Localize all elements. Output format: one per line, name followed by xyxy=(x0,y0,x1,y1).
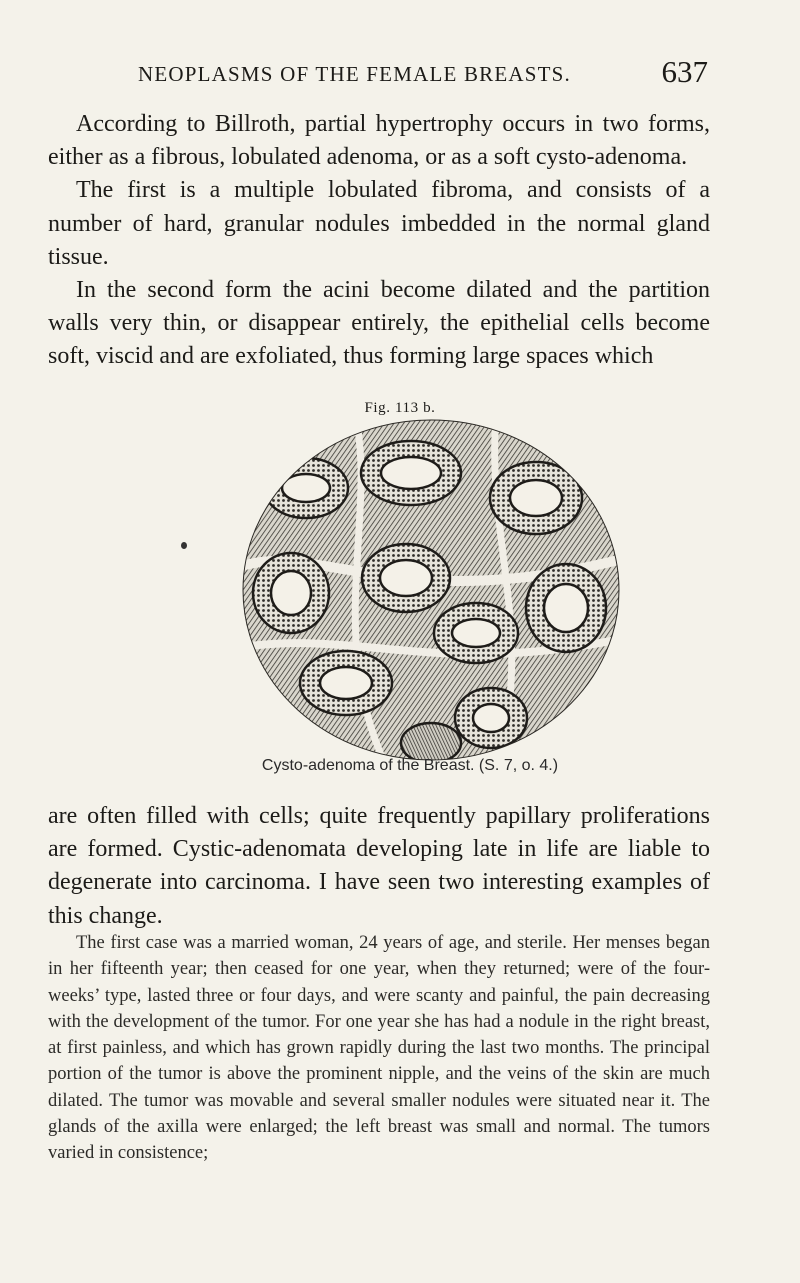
case-report xyxy=(48,930,710,1167)
paragraph: The first is a multiple lobulated fibroma, and consists of a number of hard, granular nodules imbedded in the normal gland tissue. xyxy=(48,177,710,270)
paragraph: In the second form the acini become dilated and the partition walls very thin, or disappear entirely, the epithelial cells become soft, viscid and are exfoliated, thus forming large spaces which xyxy=(48,277,710,370)
figure-label: Fig. 113 b. xyxy=(364,400,436,416)
paragraph-continued: are often filled with cells; quite frequently papillary proliferations are formed. Cystic-adenomata developing late in life are liable to degenerate into carcinoma. I have seen two interesting examples of this change. xyxy=(48,803,710,929)
running-head xyxy=(48,54,708,90)
text-block-top xyxy=(48,108,710,374)
text-block-middle xyxy=(48,800,710,933)
page-number: 637 xyxy=(661,54,708,89)
case-report-paragraph: The first case was a married woman, 24 years of age, and sterile. Her menses began in her fifteenth year; then ceased for one year, when they returned; were of the four-weeks’ type, lasted three or four days, and were scanty and painful, the pain decreasing with the development of the tumor. For one year she has had a nodule in the right breast, at first painless, and which has grown rapidly during the last two months. The principal portion of the tumor is above the prominent nipple, and the veins of the skin are much dilated. The tumor was movable and several smaller nodules were situated near it. The glands of the axilla were enlarged; the left breast was small and normal. The tumors varied in consistence; xyxy=(48,933,710,1164)
stray-ink-dot xyxy=(181,542,187,549)
histology-engraving-icon xyxy=(236,418,626,766)
running-title: NEOPLASMS OF THE FEMALE BREASTS. xyxy=(138,62,571,86)
histology-illustration xyxy=(236,418,626,766)
paragraph: According to Billroth, partial hypertrophy occurs in two forms, either as a fibrous, lobulated adenoma, or as a soft cysto-adenoma. xyxy=(48,111,710,171)
figure-caption: Cysto-adenoma of the Breast. (S. 7, o. 4.) xyxy=(261,757,559,774)
